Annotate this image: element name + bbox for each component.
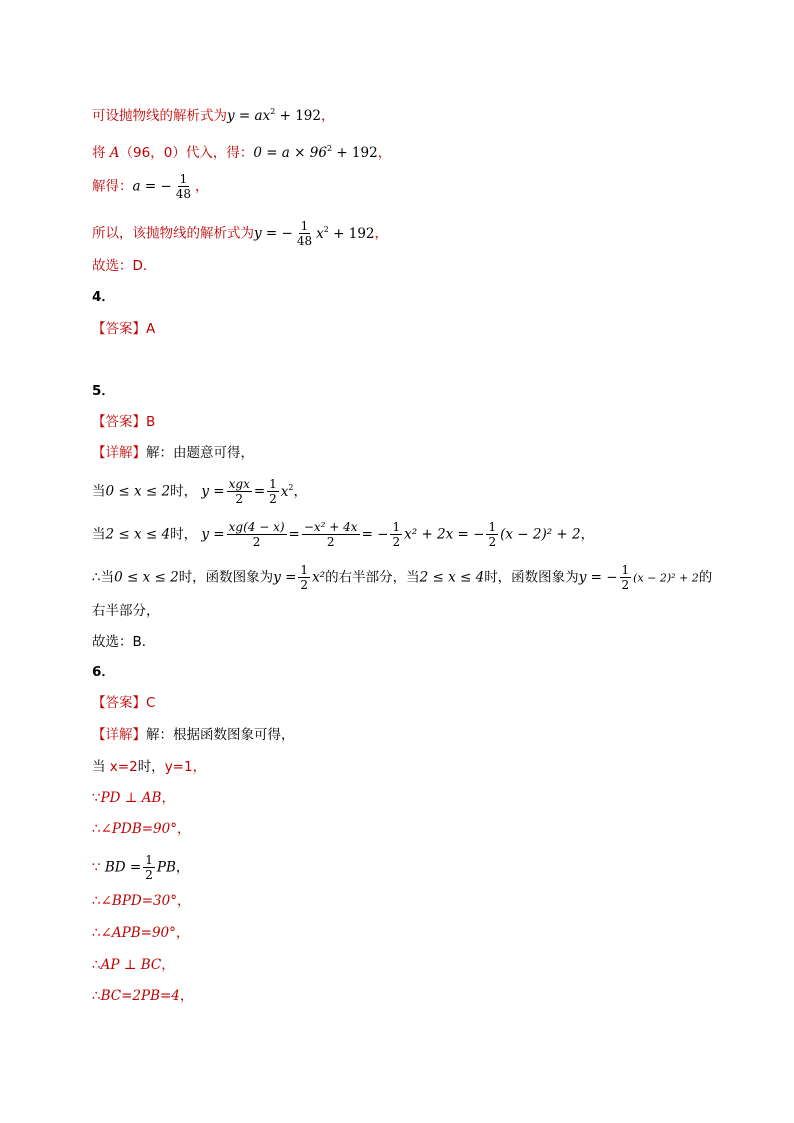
q5-answer: 【答案】B [92,414,156,430]
q3-choice: 故选：D． [92,258,157,274]
q3-line-conclusion: 所以，该抛物线的解析式为y = − $\frac{1}{48}$ $x^2 + 192$， [92,219,389,248]
fraction: $\frac{1}{2}$ [145,853,153,882]
formula: $y = ax^2 + 192$ [227,107,321,124]
q3-line-substitute: 将 A（96，0）代入，得：$0 = a \times 96^2 + 192$， [92,144,392,161]
fraction: $\frac{1}{2}$ [300,563,309,592]
q5-detail: 【详解】解：由题意可得， [92,445,254,461]
q6-step-8: ∴BC=2PB=4， [92,988,194,1004]
q5-conclusion: ∴当0 ≤ x ≤ 2时，函数图象为y = $\frac{1}{2}$ x²的右半部分，当2 ≤ x ≤ 4时，函数图象为y = − $\frac{1}{2}$ (x − 2)² + 2的 [92,563,713,592]
q6-answer: 【答案】C [92,695,156,711]
q3-line-solve: 解得：a = − $\frac{1}{48}$ ， [92,172,209,201]
q6-step-7: ∴AP ⊥ BC， [92,957,175,973]
q4-number: 4． [92,289,115,305]
q6-step-2: ∵PD ⊥ AB， [92,790,175,806]
q5-case-1: 当0 ≤ x ≤ 2时， y = $\frac{\text{xgx}}{2}$ = $\frac{1}{2}$ $x^2$， [92,477,308,506]
formula: $0 = a \times 96^2 + 192$ [253,144,378,161]
fraction: $\frac{1}{2}$ [392,520,401,549]
q5-conclusion-cont: 右半部分， [92,603,160,619]
q6-detail: 【详解】解：根据函数图象可得， [92,727,295,743]
fraction: $\frac{xg(4 - x)}{2}$ [228,520,285,549]
q6-step-6: ∴∠APB=90°， [92,925,190,941]
q4-answer: 【答案】A [92,321,156,337]
q6-number: 6． [92,664,115,680]
q6-step-3: ∴∠PDB=90°， [92,821,191,837]
fraction: $\frac{1}{2}$ [621,563,630,592]
q6-step-5: ∴∠BPD=30°， [92,893,191,909]
fraction: $\frac{1}{48}$ [296,219,313,248]
fraction: $\frac{1}{2}$ [488,520,497,549]
fraction: $\frac{1}{2}$ [269,477,277,506]
q5-number: 5． [92,383,115,399]
fraction: $\frac{\text{xgx}}{2}$ [228,477,250,506]
fraction: $\frac{1}{48}$ [175,172,192,201]
q6-step-1: 当 x=2时，y=1， [92,759,207,775]
q5-case-2: 当2 ≤ x ≤ 4时， y = $\frac{xg(4 - x)}{2}$ = $\frac{\text{−x² + 4x}}{2}$ = − $\frac{1}{2}$ x² + 2x = − $\frac{1}{2}$ (x − 2)² + 2， [92,520,595,549]
q3-line-assume: 可设抛物线的解析式为$y = ax^2 + 192$， [92,107,335,124]
text: 可设抛物线的解析式为 [92,108,227,124]
q6-step-4: ∵ BD = $\frac{1}{2}$ PB， [92,853,190,882]
fraction: $\frac{\text{−x² + 4x}}{2}$ [303,520,358,549]
q5-choice: 故选：B． [92,634,156,650]
